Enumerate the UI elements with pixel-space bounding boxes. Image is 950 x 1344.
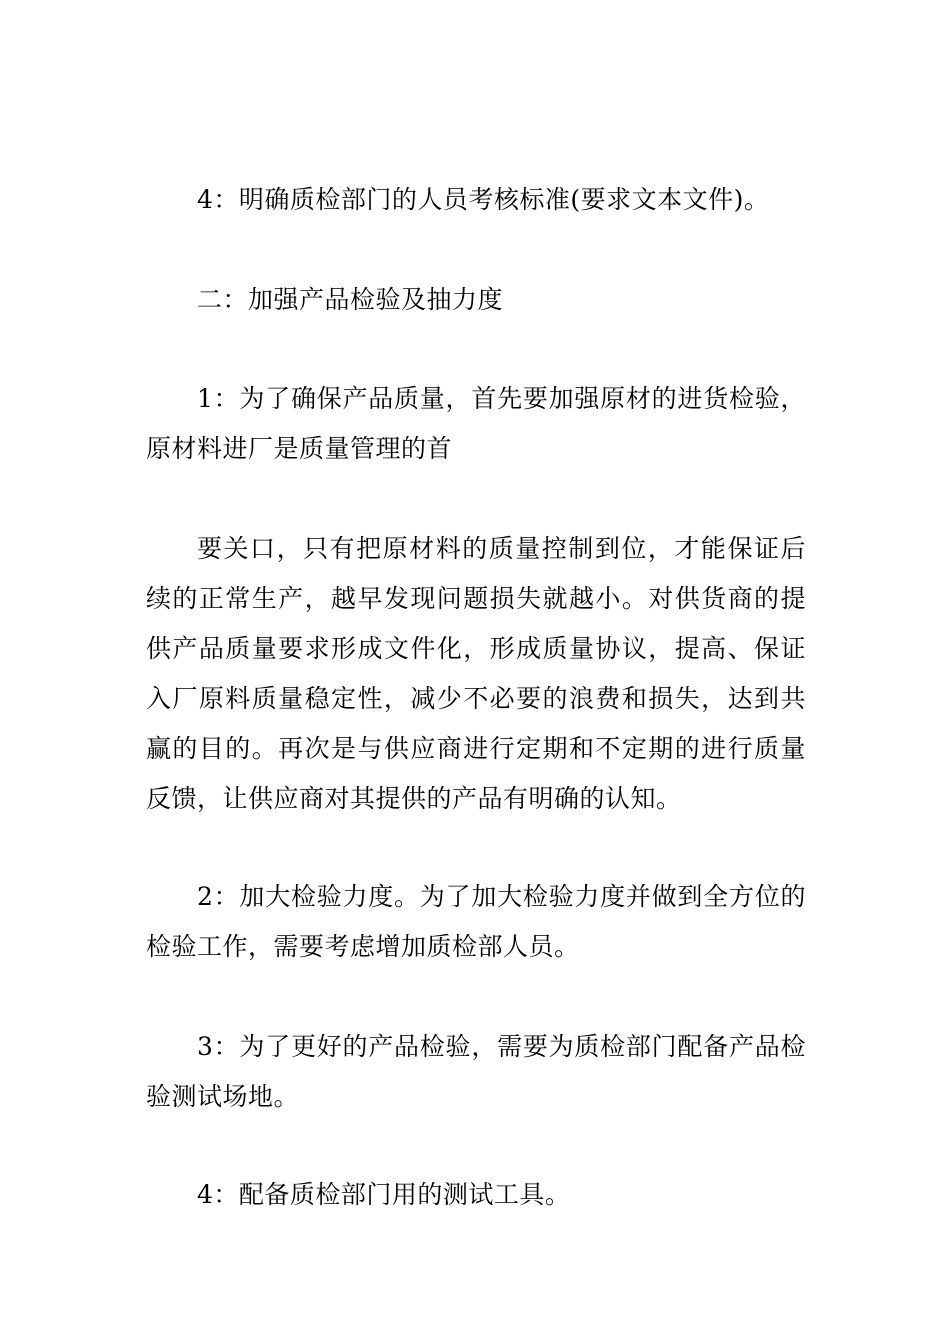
paragraph-testing-site: 3：为了更好的产品检验，需要为质检部门配备产品检验测试场地。 <box>146 1032 806 1111</box>
paragraph-raw-material-inspection: 1：为了确保产品质量，首先要加强原材的进货检验，原材料进厂是质量管理的首 <box>146 384 806 463</box>
section-heading-inspection: 二：加强产品检验及抽力度 <box>197 285 504 314</box>
paragraph-staff-assessment: 4：明确质检部门的人员考核标准(要求文本文件)。 <box>197 185 770 214</box>
paragraph-testing-tools: 4：配备质检部门用的测试工具。 <box>197 1180 571 1209</box>
paragraph-supplier-quality: 要关口，只有把原材料的质量控制到位，才能保证后续的正常生产，越早发现问题损失就越小。对供货商的提供产品质量要求形成文件化，形成质量协议，提高、保证入厂原料质量稳定性，减少不必要的浪费和损失，达到共赢的目的。再次是与供应商进行定期和不定期的进行质量反馈，让供应商对其提供的产品有明确的认知。 <box>146 534 806 813</box>
paragraph-inspection-intensity: 2：加大检验力度。为了加大检验力度并做到全方位的检验工作，需要考虑增加质检部人员。 <box>146 882 806 961</box>
